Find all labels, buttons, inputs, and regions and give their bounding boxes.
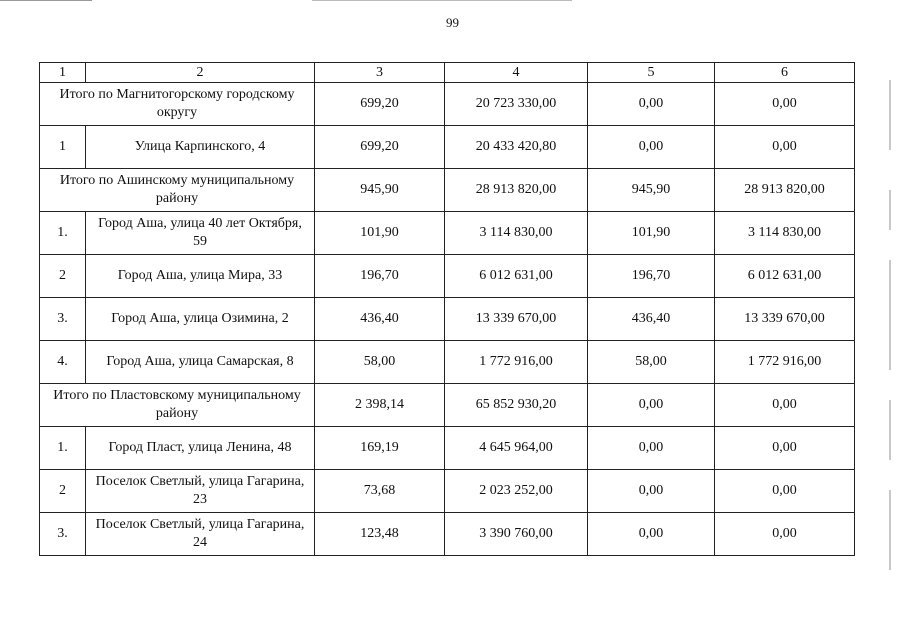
column-6-cell: 0,00 (715, 83, 855, 126)
cost-cell: 6 012 631,00 (445, 255, 588, 298)
column-5-cell: 436,40 (588, 298, 715, 341)
column-header-4: 4 (445, 63, 588, 83)
table-row (40, 255, 855, 298)
column-6-cell: 0,00 (715, 470, 855, 513)
table-body (40, 63, 855, 556)
address-cell: Поселок Светлый, улица Гагарина, 24 (86, 513, 315, 556)
row-number-cell: 3. (40, 298, 86, 341)
row-number-cell: 1. (40, 212, 86, 255)
column-6-cell: 1 772 916,00 (715, 341, 855, 384)
area-cell: 196,70 (315, 255, 445, 298)
total-label-cell: Итого по Пластовскому муниципальному району (40, 384, 315, 427)
cost-cell: 20 723 330,00 (445, 83, 588, 126)
table-row (40, 470, 855, 513)
column-5-cell: 0,00 (588, 126, 715, 169)
column-5-cell: 0,00 (588, 427, 715, 470)
page-number: 99 (446, 15, 459, 30)
cost-cell: 13 339 670,00 (445, 298, 588, 341)
address-cell: Город Аша, улица Озимина, 2 (86, 298, 315, 341)
data-table (39, 62, 855, 556)
address-cell: Город Аша, улица Мира, 33 (86, 255, 315, 298)
address-cell: Город Пласт, улица Ленина, 48 (86, 427, 315, 470)
column-6-cell: 13 339 670,00 (715, 298, 855, 341)
column-5-cell: 945,90 (588, 169, 715, 212)
column-5-cell: 196,70 (588, 255, 715, 298)
column-header-1: 1 (40, 63, 86, 83)
table-row (40, 427, 855, 470)
row-number-cell: 3. (40, 513, 86, 556)
cost-cell: 4 645 964,00 (445, 427, 588, 470)
address-cell: Улица Карпинского, 4 (86, 126, 315, 169)
area-cell: 58,00 (315, 341, 445, 384)
column-6-cell: 0,00 (715, 513, 855, 556)
table-row (40, 126, 855, 169)
column-header-5: 5 (588, 63, 715, 83)
row-number-cell: 2 (40, 255, 86, 298)
header-row (40, 63, 855, 83)
total-row (40, 83, 855, 126)
row-number-cell: 4. (40, 341, 86, 384)
total-label-cell: Итого по Магнитогорскому городскому округу (40, 83, 315, 126)
column-6-cell: 28 913 820,00 (715, 169, 855, 212)
scan-edge-marks (887, 60, 895, 580)
column-6-cell: 0,00 (715, 126, 855, 169)
address-cell: Поселок Светлый, улица Гагарина, 23 (86, 470, 315, 513)
cost-cell: 20 433 420,80 (445, 126, 588, 169)
cost-cell: 2 023 252,00 (445, 470, 588, 513)
column-header-6: 6 (715, 63, 855, 83)
top-rule-middle (312, 0, 572, 1)
column-5-cell: 0,00 (588, 83, 715, 126)
column-6-cell: 6 012 631,00 (715, 255, 855, 298)
column-header-3: 3 (315, 63, 445, 83)
total-label-cell: Итого по Ашинскому муниципальному району (40, 169, 315, 212)
column-6-cell: 0,00 (715, 427, 855, 470)
address-cell: Город Аша, улица Самарская, 8 (86, 341, 315, 384)
table-row (40, 298, 855, 341)
area-cell: 73,68 (315, 470, 445, 513)
row-number-cell: 1. (40, 427, 86, 470)
cost-cell: 65 852 930,20 (445, 384, 588, 427)
column-header-2: 2 (86, 63, 315, 83)
column-6-cell: 0,00 (715, 384, 855, 427)
area-cell: 945,90 (315, 169, 445, 212)
area-cell: 169,19 (315, 427, 445, 470)
column-5-cell: 0,00 (588, 384, 715, 427)
area-cell: 123,48 (315, 513, 445, 556)
area-cell: 2 398,14 (315, 384, 445, 427)
total-row (40, 169, 855, 212)
row-number-cell: 2 (40, 470, 86, 513)
table-row (40, 341, 855, 384)
area-cell: 699,20 (315, 126, 445, 169)
table-row (40, 212, 855, 255)
column-5-cell: 101,90 (588, 212, 715, 255)
column-5-cell: 0,00 (588, 470, 715, 513)
top-rule-left (0, 0, 92, 1)
cost-cell: 3 390 760,00 (445, 513, 588, 556)
row-number-cell: 1 (40, 126, 86, 169)
cost-cell: 1 772 916,00 (445, 341, 588, 384)
cost-cell: 3 114 830,00 (445, 212, 588, 255)
column-5-cell: 58,00 (588, 341, 715, 384)
area-cell: 436,40 (315, 298, 445, 341)
column-5-cell: 0,00 (588, 513, 715, 556)
area-cell: 101,90 (315, 212, 445, 255)
cost-cell: 28 913 820,00 (445, 169, 588, 212)
area-cell: 699,20 (315, 83, 445, 126)
address-cell: Город Аша, улица 40 лет Октября, 59 (86, 212, 315, 255)
total-row (40, 384, 855, 427)
column-6-cell: 3 114 830,00 (715, 212, 855, 255)
table-row (40, 513, 855, 556)
